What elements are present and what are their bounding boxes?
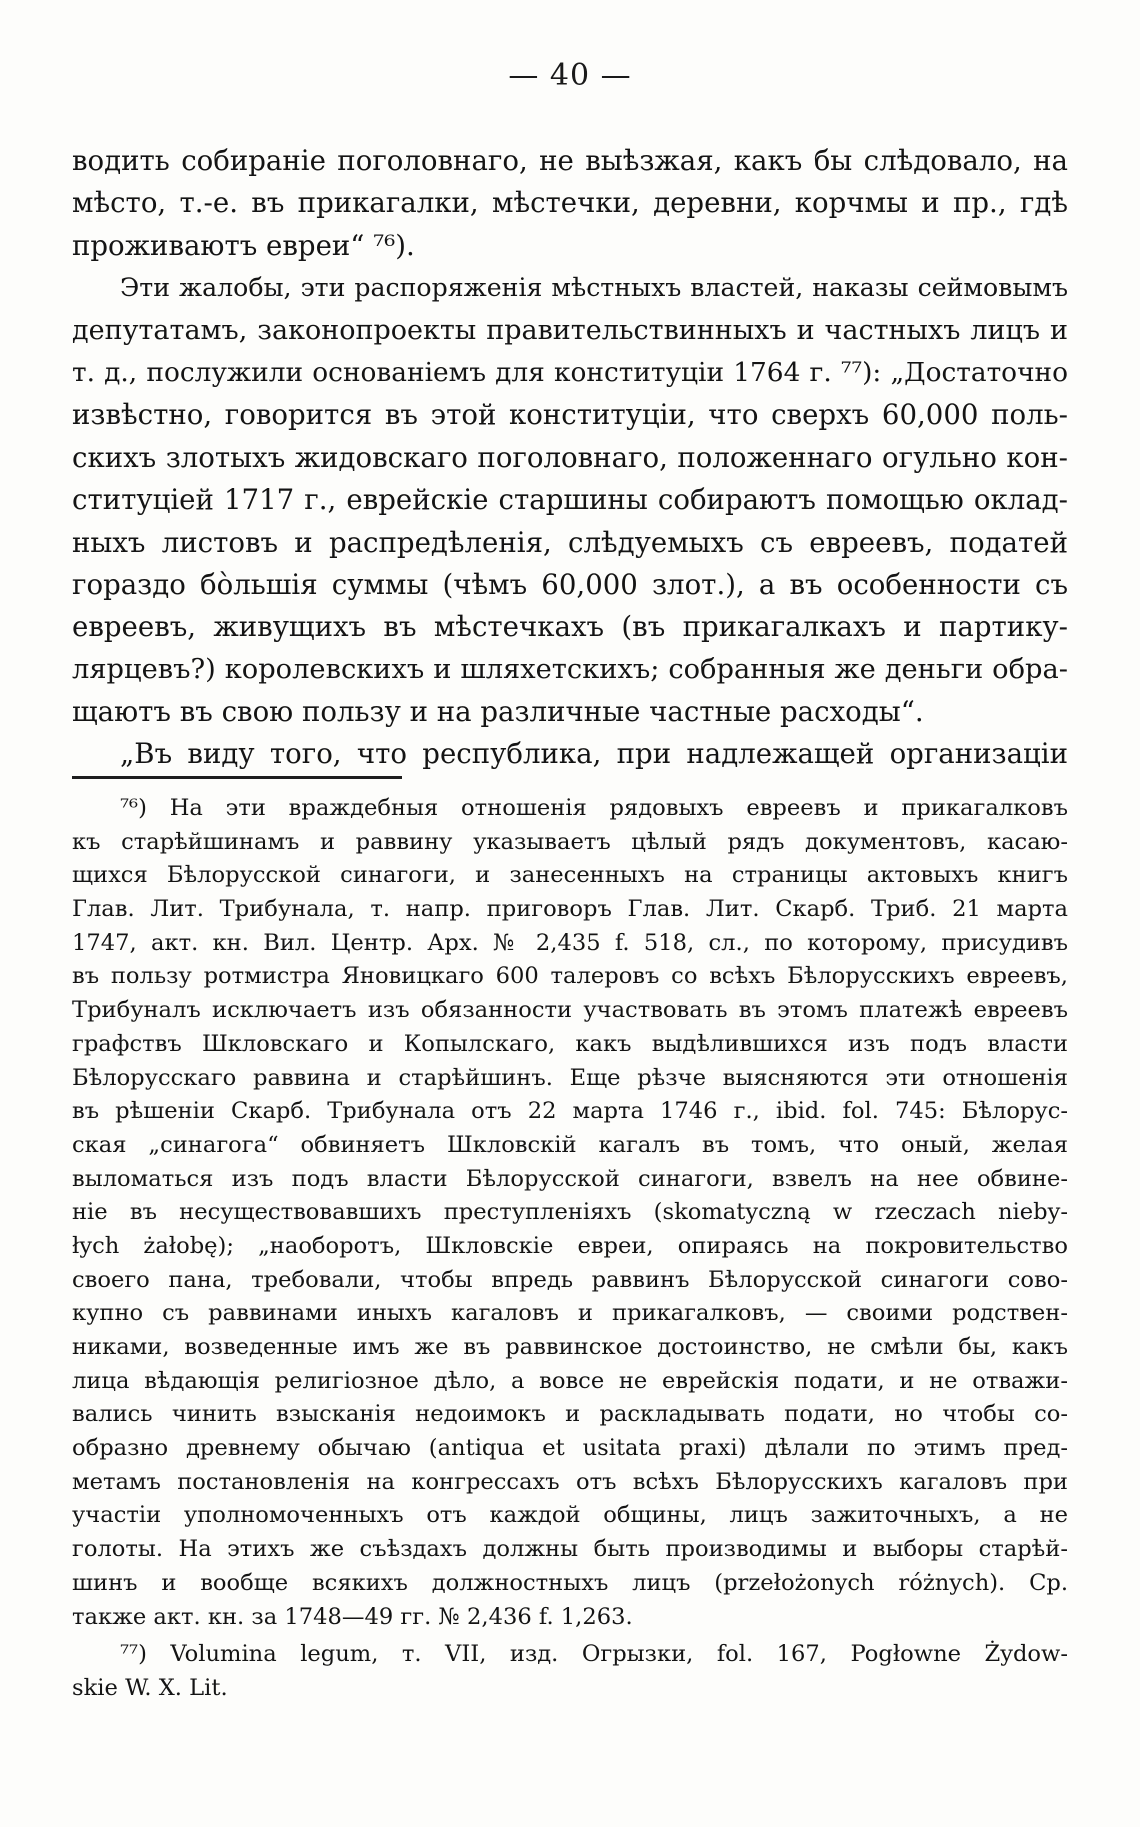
- main-text-block: [72, 140, 1068, 776]
- footnote-76-line: купно съ раввинами иныхъ кагаловъ и прикагалковъ, — своими родствен-: [72, 1300, 1068, 1327]
- footnote-76-line: лица вѣдающія религіозное дѣло, а вовсе не еврейскія подати, и не отважи-: [72, 1367, 1068, 1394]
- footnote-76-line: щихся Бѣлорусской синагоги, и занесенныхъ на страницы актовыхъ книгъ: [72, 862, 1068, 889]
- footnote-76-line: łych żałobę); „наоборотъ, Шкловскіе евреи, опираясь на покровительство: [72, 1232, 1068, 1259]
- page-number: — 40 —: [508, 58, 632, 93]
- footnote-76-line: ская „синагога“ обвиняетъ Шкловскій кагалъ въ томъ, что оный, желая: [72, 1131, 1068, 1158]
- footnote-76-line: Глав. Лит. Трибунала, т. напр. приговоръ Глав. Лит. Скарб. Триб. 21 марта: [72, 896, 1068, 923]
- footnote-76-line: къ старѣйшинамъ и раввину указываетъ цѣлый рядъ документовъ, касаю-: [72, 828, 1068, 855]
- text-line: щаютъ въ свою пользу и на различные частные расходы“.: [72, 695, 924, 729]
- footnote-76-line: также акт. кн. за 1748—49 гг. № 2,436 f. 1,263.: [72, 1603, 633, 1630]
- footnotes-block: [72, 792, 1068, 1706]
- text-line: депутатамъ, законопроекты правительствинныхъ и частныхъ лицъ и: [72, 314, 1068, 346]
- text-line: „Въ виду того, что республика, при надлежащей организаціи: [120, 737, 1068, 771]
- footnote-77-line: ⁷⁷) Volumina legum, т. VII, изд. Огрызки, fol. 167, Pogłowne Żydow-: [120, 1641, 1068, 1668]
- footnote-76-line: образно древнему обычаю (antiqua et usitata praxi) дѣлали по этимъ пред-: [72, 1435, 1068, 1462]
- footnote-76-line: никами, возведенные имъ же въ раввинское достоинство, не смѣли бы, какъ: [72, 1334, 1068, 1360]
- text-line: Эти жалобы, эти распоряженія мѣстныхъ властей, наказы сеймовымъ: [120, 273, 1068, 303]
- footnote-76-line: графствъ Шкловскаго и Копылскаго, какъ выдѣлившихся изъ подъ власти: [72, 1030, 1068, 1057]
- text-line: водить собираніе поголовнаго, не выѣзжая, какъ бы слѣдовало, на: [72, 144, 1068, 177]
- text-line: проживаютъ евреи“ ⁷⁶).: [72, 228, 415, 262]
- footnote-76-line: Бѣлорусскаго раввина и старѣйшинъ. Еще рѣзче выясняются эти отношенія: [72, 1064, 1068, 1091]
- text-line: ституціей 1717 г., еврейскіе старшины собираютъ помощью оклад-: [72, 483, 1068, 517]
- footnote-76-line: выломаться изъ подъ власти Бѣлорусской синагоги, взвелъ на нее обвине-: [72, 1165, 1068, 1192]
- footnote-separator-rule: [72, 776, 402, 779]
- footnote-76-line: въ рѣшеніи Скарб. Трибунала отъ 22 марта 1746 г., ibid. fol. 745: Бѣлорус-: [72, 1098, 1068, 1125]
- footnote-76-line: въ пользу ротмистра Яновицкаго 600 талеровъ со всѣхъ Бѣлорусскихъ евреевъ,: [72, 963, 1068, 990]
- text-line: скихъ злотыхъ жидовскаго поголовнаго, положеннаго огульно кон-: [72, 440, 1068, 474]
- footnote-77-line: skie W. X. Lit.: [72, 1674, 228, 1701]
- footnote-76-line: голоты. На этихъ же съѣздахъ должны быть производимы и выборы старѣй-: [72, 1536, 1068, 1563]
- footnote-76-line: Трибуналъ исключаетъ изъ обязанности участвовать въ этомъ платежѣ евреевъ: [72, 997, 1068, 1024]
- text-line: извѣстно, говорится въ этой конституціи, что сверхъ 60,000 поль-: [72, 398, 1068, 432]
- text-line: евреевъ, живущихъ въ мѣстечкахъ (въ прикагалкахъ и партику-: [72, 610, 1068, 644]
- footnote-76-line: своего пана, требовали, чтобы впредь раввинъ Бѣлорусской синагоги сово-: [72, 1266, 1068, 1293]
- text-line: ныхъ листовъ и распредѣленія, слѣдуемыхъ съ евреевъ, податей: [72, 525, 1068, 559]
- footnote-76-line: шинъ и вообще всякихъ должностныхъ лицъ (przełożonych różnych). Ср.: [72, 1569, 1068, 1596]
- text-line: т. д., послужили основаніемъ для конституціи 1764 г. ⁷⁷): „Достаточно: [72, 356, 1068, 388]
- footnote-76-line: 1747, акт. кн. Вил. Центр. Арх. № 2,435 f. 518, сл., по которому, присудивъ: [72, 929, 1068, 956]
- footnote-76-line: ⁷⁶) На эти враждебныя отношенія рядовыхъ евреевъ и прикагалковъ: [120, 795, 1068, 821]
- footnote-76-line: участіи уполномоченныхъ отъ каждой общины, лицъ зажиточныхъ, а не: [72, 1502, 1068, 1529]
- text-line: гораздо бо̀льшія суммы (чѣмъ 60,000 злот.), а въ особенности съ: [72, 567, 1068, 601]
- text-line: лярцевъ?) королевскихъ и шляхетскихъ; собранныя же деньги обра-: [72, 653, 1068, 685]
- footnote-76-line: вались чинить взысканія недоимокъ и раскладывать подати, но чтобы со-: [72, 1401, 1068, 1428]
- footnote-76-line: ніе въ несуществовавшихъ преступленіяхъ (skomatyczną w rzeczach nieby-: [72, 1199, 1068, 1226]
- text-line: мѣсто, т.-е. въ прикагалки, мѣстечки, деревни, корчмы и пр., гдѣ: [72, 186, 1068, 220]
- footnote-76-line: метамъ постановленія на конгрессахъ отъ всѣхъ Бѣлорусскихъ кагаловъ при: [72, 1468, 1068, 1495]
